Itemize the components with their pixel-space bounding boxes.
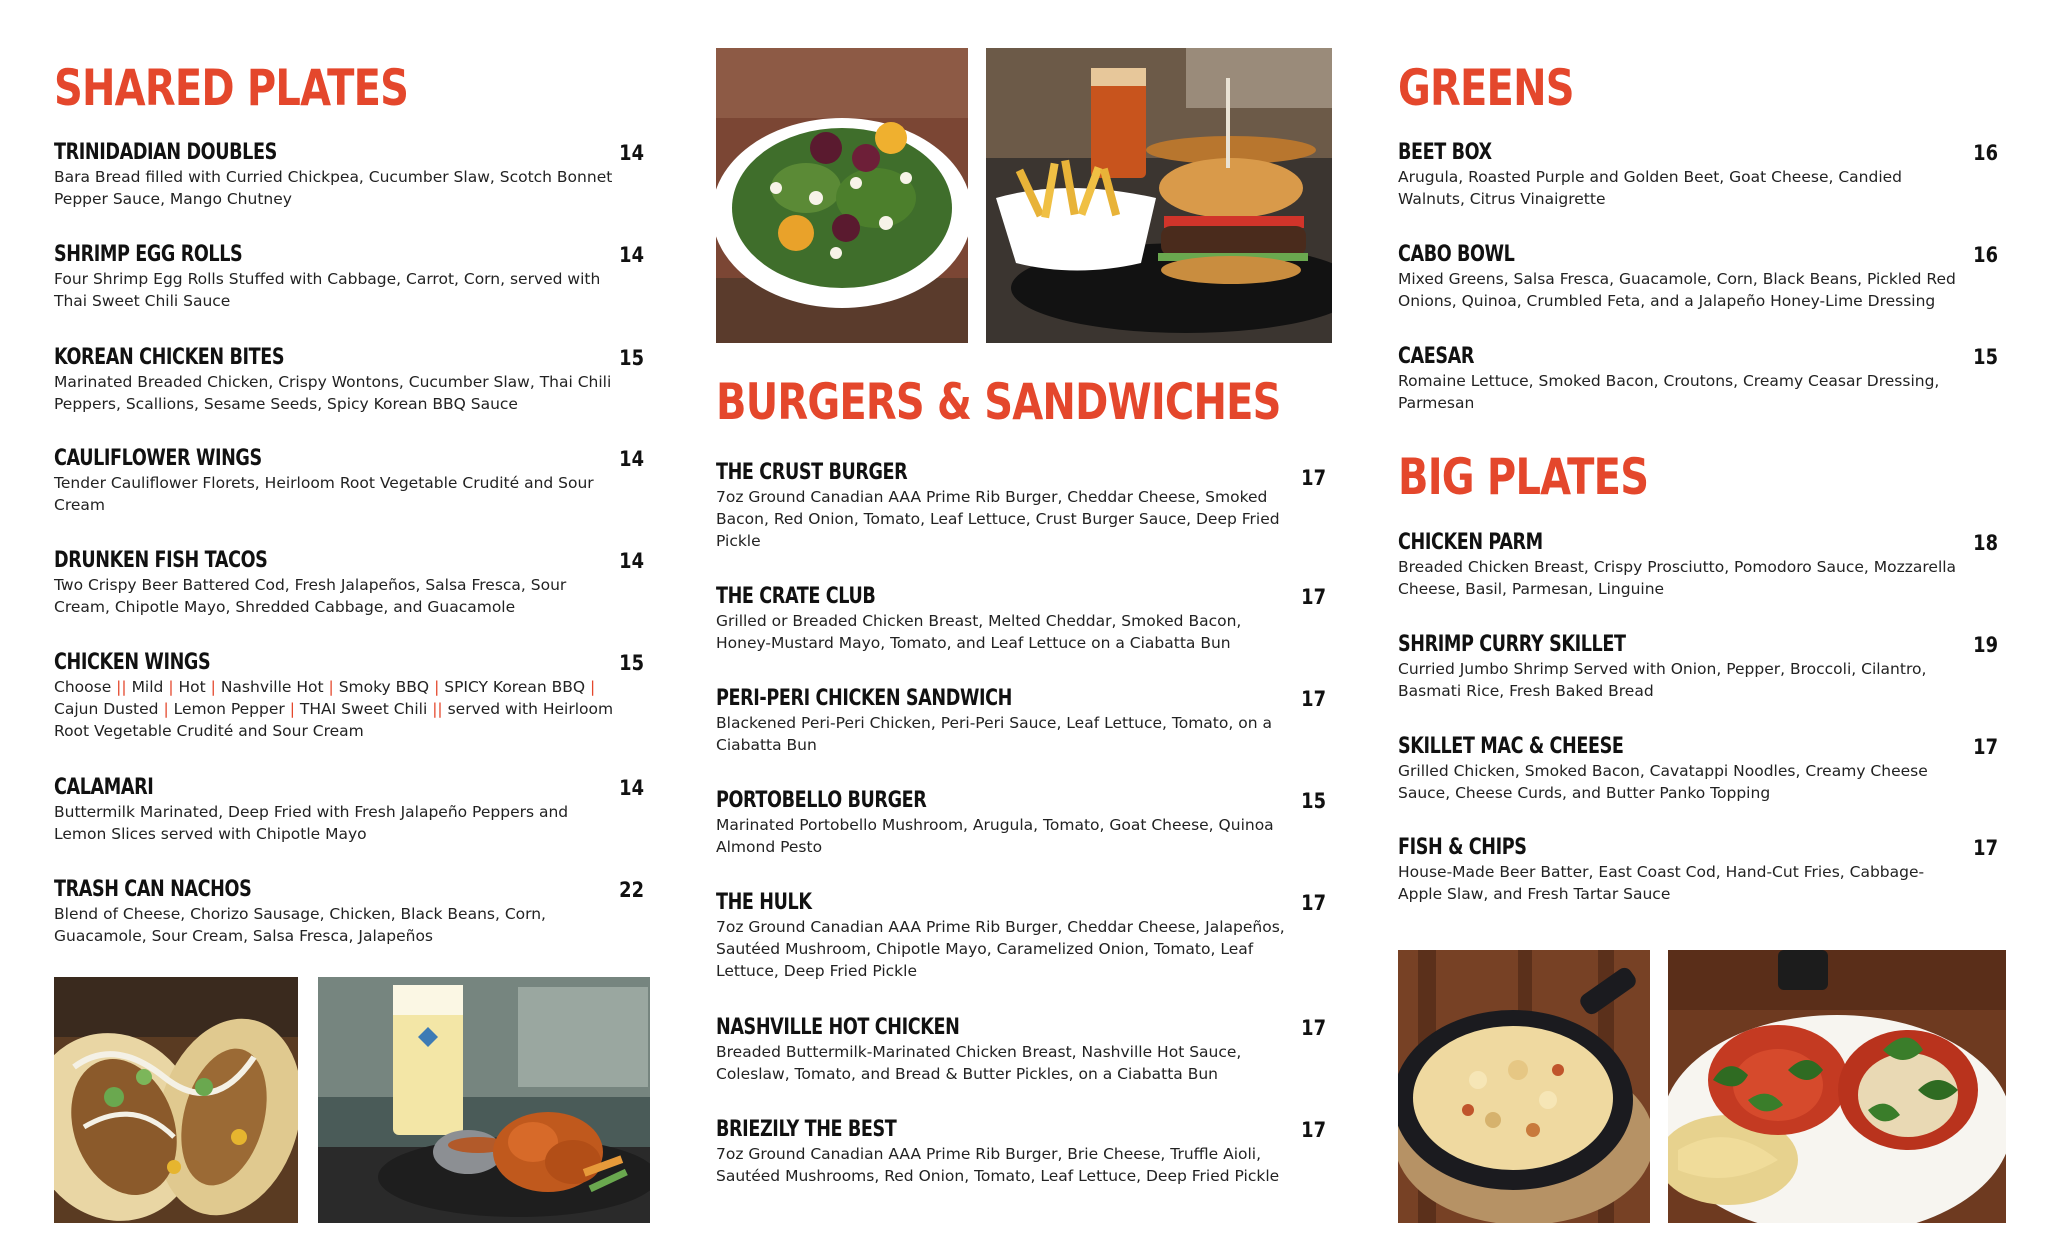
item-price: 19 [1973, 633, 1998, 657]
item-price: 17 [1301, 585, 1326, 609]
item-description: Breaded Buttermilk-Marinated Chicken Breast, Nashville Hot Sauce, Coleslaw, Tomato, and Bread & Butter Pickles, on a Ciabatta Bun [716, 1043, 1242, 1083]
item-price: 17 [1301, 466, 1326, 490]
item-name: DRUNKEN FISH TACOS [54, 548, 268, 573]
item-price: 14 [619, 549, 644, 573]
sauce-option: Mild [131, 678, 164, 696]
item-description: Marinated Portobello Mushroom, Arugula, Tomato, Goat Cheese, Quinoa Almond Pesto [716, 816, 1274, 856]
separator: | [168, 678, 174, 696]
item-price: 16 [1973, 243, 1998, 267]
separator: | [163, 700, 169, 718]
item-name: PERI-PERI CHICKEN SANDWICH [716, 686, 1012, 711]
item-description: 7oz Ground Canadian AAA Prime Rib Burger, Cheddar Cheese, Jalapeños, Sautéed Mushroom, Chipotle Mayo, Caramelized Onion, Tomato, Leaf Lettuce, Deep Fried Pickle [716, 918, 1285, 980]
menu-item [1398, 632, 1998, 702]
menu-item [54, 345, 644, 415]
separator: || [116, 678, 127, 696]
item-price: 17 [1973, 836, 1998, 860]
separator: | [289, 700, 295, 718]
sauce-option: Cajun Dusted [54, 700, 159, 718]
item-name: TRINIDADIAN DOUBLES [54, 140, 277, 165]
item-price: 15 [619, 651, 644, 675]
menu-item [54, 446, 644, 516]
menu-item [716, 1015, 1326, 1085]
item-description: Arugula, Roasted Purple and Golden Beet, Goat Cheese, Candied Walnuts, Citrus Vinaigrette [1398, 168, 1903, 208]
item-description: 7oz Ground Canadian AAA Prime Rib Burger, Brie Cheese, Truffle Aioli, Sautéed Mushrooms, Red Onion, Tomato, Leaf Lettuce, Deep Fried Pickle [716, 1145, 1280, 1185]
item-name: CHICKEN PARM [1398, 530, 1543, 555]
item-description: 7oz Ground Canadian AAA Prime Rib Burger, Cheddar Cheese, Smoked Bacon, Red Onion, Tomato, Leaf Lettuce, Crust Burger Sauce, Deep Fried Pickle [716, 488, 1280, 550]
item-name: SKILLET MAC & CHEESE [1398, 734, 1624, 759]
item-description: Two Crispy Beer Battered Cod, Fresh Jalapeños, Salsa Fresca, Sour Cream, Chipotle Mayo, Shredded Cabbage, and Guacamole [54, 576, 567, 616]
item-price: 14 [619, 776, 644, 800]
item-price: 16 [1973, 141, 1998, 165]
menu-item [1398, 734, 1998, 804]
separator: | [590, 678, 596, 696]
tacos-photo [54, 977, 298, 1223]
item-description: Marinated Breaded Chicken, Crispy Wontons, Cucumber Slaw, Thai Chili Peppers, Scallions, Sesame Seeds, Spicy Korean BBQ Sauce [54, 373, 612, 413]
item-name: TRASH CAN NACHOS [54, 877, 252, 902]
item-name: CAESAR [1398, 344, 1475, 369]
menu-item [54, 650, 644, 742]
item-price: 17 [1301, 891, 1326, 915]
wing-served-with: served with Heirloom Root Vegetable Crudité and Sour Cream [54, 700, 614, 740]
item-description: Blend of Cheese, Chorizo Sausage, Chicken, Black Beans, Corn, Guacamole, Sour Cream, Salsa Fresca, Jalapeños [54, 905, 546, 945]
sauce-option: SPICY Korean BBQ [444, 678, 586, 696]
burger-and-fries-photo [986, 48, 1332, 343]
item-description: Grilled or Breaded Chicken Breast, Melted Cheddar, Smoked Bacon, Honey-Mustard Mayo, Tomato, and Leaf Lettuce on a Ciabatta Bun [716, 612, 1242, 652]
item-name: BEET BOX [1398, 140, 1492, 165]
sauce-option: Lemon Pepper [173, 700, 285, 718]
shared-plates-title: SHARED PLATES [54, 59, 409, 117]
menu-item [716, 890, 1326, 982]
menu-item [54, 140, 644, 210]
menu-item [716, 584, 1326, 654]
menu-item [1398, 835, 1998, 905]
item-description [54, 676, 624, 742]
item-name: CHICKEN WINGS [54, 650, 211, 675]
item-description: Bara Bread filled with Curried Chickpea, Cucumber Slaw, Scotch Bonnet Pepper Sauce, Mango Chutney [54, 168, 613, 208]
separator: | [210, 678, 216, 696]
mac-and-cheese-photo [1398, 950, 1650, 1223]
item-name: THE CRUST BURGER [716, 460, 908, 485]
greens-title: GREENS [1398, 59, 1574, 117]
menu-item [716, 788, 1326, 858]
item-description: Curried Jumbo Shrimp Served with Onion, Pepper, Broccoli, Cilantro, Basmati Rice, Fresh Baked Bread [1398, 660, 1927, 700]
menu-item [1398, 140, 1998, 210]
separator: | [328, 678, 334, 696]
separator: | [434, 678, 440, 696]
item-description: Romaine Lettuce, Smoked Bacon, Croutons, Creamy Ceasar Dressing, Parmesan [1398, 372, 1940, 412]
big-plates-title: BIG PLATES [1398, 448, 1649, 506]
item-price: 17 [1973, 735, 1998, 759]
chicken-parm-photo [1668, 950, 2006, 1223]
item-name: NASHVILLE HOT CHICKEN [716, 1015, 960, 1040]
item-name: FISH & CHIPS [1398, 835, 1527, 860]
item-description: Four Shrimp Egg Rolls Stuffed with Cabbage, Carrot, Corn, served with Thai Sweet Chili Sauce [54, 270, 601, 310]
item-description: Tender Cauliflower Florets, Heirloom Root Vegetable Crudité and Sour Cream [54, 474, 594, 514]
item-price: 15 [619, 346, 644, 370]
sauce-option: Hot [178, 678, 206, 696]
item-price: 14 [619, 243, 644, 267]
item-name: KOREAN CHICKEN BITES [54, 345, 285, 370]
item-price: 14 [619, 141, 644, 165]
separator: || [432, 700, 443, 718]
item-price: 15 [1973, 345, 1998, 369]
sauce-option: THAI Sweet Chili [299, 700, 428, 718]
item-name: CALAMARI [54, 775, 154, 800]
item-name: SHRIMP EGG ROLLS [54, 242, 243, 267]
item-name: THE HULK [716, 890, 812, 915]
item-name: THE CRATE CLUB [716, 584, 876, 609]
sauce-option: Smoky BBQ [338, 678, 430, 696]
menu-item [716, 686, 1326, 756]
menu-item [54, 548, 644, 618]
item-description: Mixed Greens, Salsa Fresca, Guacamole, Corn, Black Beans, Pickled Red Onions, Quinoa, Crumbled Feta, and a Jalapeño Honey-Lime Dressing [1398, 270, 1956, 310]
item-price: 17 [1301, 1118, 1326, 1142]
menu-item [54, 242, 644, 312]
wing-choose-label: Choose [54, 678, 112, 696]
menu-item [54, 877, 644, 947]
sauce-option: Nashville Hot [220, 678, 324, 696]
item-name: SHRIMP CURRY SKILLET [1398, 632, 1626, 657]
item-description: Grilled Chicken, Smoked Bacon, Cavatappi Noodles, Creamy Cheese Sauce, Cheese Curds, and Butter Panko Topping [1398, 762, 1928, 802]
menu-item [716, 460, 1326, 552]
item-description: Breaded Chicken Breast, Crispy Prosciutto, Pomodoro Sauce, Mozzarella Cheese, Basil, Parmesan, Linguine [1398, 558, 1957, 598]
menu-item [1398, 344, 1998, 414]
item-name: PORTOBELLO BURGER [716, 788, 927, 813]
item-description: House-Made Beer Batter, East Coast Cod, Hand-Cut Fries, Cabbage-Apple Slaw, and Fresh Tartar Sauce [1398, 863, 1925, 903]
item-price: 18 [1973, 531, 1998, 555]
menu-item [54, 775, 644, 845]
item-name: CAULIFLOWER WINGS [54, 446, 262, 471]
item-price: 15 [1301, 789, 1326, 813]
item-price: 22 [619, 878, 644, 902]
item-description: Buttermilk Marinated, Deep Fried with Fresh Jalapeño Peppers and Lemon Slices served with Chipotle Mayo [54, 803, 569, 843]
item-description: Blackened Peri-Peri Chicken, Peri-Peri Sauce, Leaf Lettuce, Tomato, on a Ciabatta Bun [716, 714, 1272, 754]
menu-item [716, 1117, 1326, 1187]
burgers-title: BURGERS & SANDWICHES [716, 373, 1281, 431]
beet-salad-photo [716, 48, 968, 343]
menu-item [1398, 530, 1998, 600]
wings-and-beer-photo [318, 977, 650, 1223]
item-name: CABO BOWL [1398, 242, 1515, 267]
item-price: 17 [1301, 687, 1326, 711]
menu-item [1398, 242, 1998, 312]
item-price: 14 [619, 447, 644, 471]
item-price: 17 [1301, 1016, 1326, 1040]
item-name: BRIEZILY THE BEST [716, 1117, 897, 1142]
